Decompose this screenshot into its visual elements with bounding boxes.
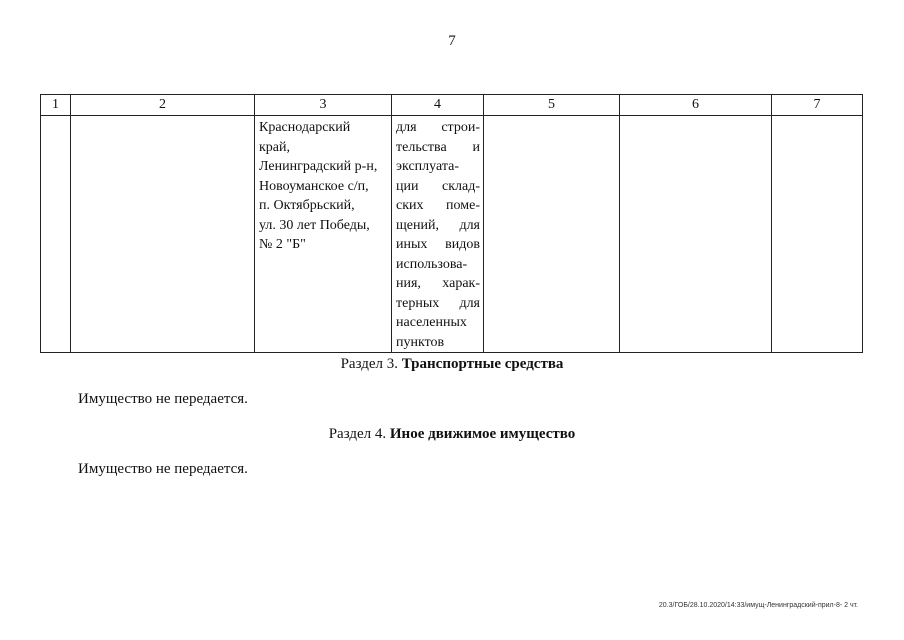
section-3-heading [0, 356, 904, 373]
column-header: 2 [71, 95, 255, 116]
purpose-text [392, 116, 483, 352]
purpose-line: эксплуата- [396, 159, 459, 174]
column-header: 4 [392, 95, 484, 116]
column-header: 6 [620, 95, 772, 116]
address-text: Краснодарский край, Ленинградский р-н, Новоуманское с/п, п. Октябрьский, ул. 30 лет Победы, № 2 "Б" [259, 120, 378, 252]
purpose-line: ния, харак- [396, 276, 480, 291]
purpose-line: тельства и [396, 139, 480, 155]
purpose-line: населенных [396, 315, 467, 330]
purpose-line: пунктов [396, 334, 445, 350]
section-3-title: Транспортные средства [401, 356, 564, 372]
section-4-text: Имущество не передается. [78, 461, 248, 477]
column-header: 5 [484, 95, 620, 116]
section-3-prefix: Раздел 3. [340, 356, 402, 372]
address-cell [255, 116, 392, 353]
section-4-title: Иное движимое имущество [389, 426, 576, 442]
page-number: 7 [448, 33, 456, 49]
section-4-heading [0, 426, 904, 443]
purpose-line: ции склад- [396, 178, 480, 194]
purpose-line: терных для [396, 295, 480, 311]
table-row [41, 116, 863, 353]
footer-stamp: 20.3/ГОБ/28.10.2020/14:33/имущ-Ленинградский-прил-8- 2 чт. [658, 602, 858, 609]
purpose-line: ских поме- [396, 198, 480, 213]
purpose-line: использова- [396, 256, 468, 272]
column-header: 7 [772, 95, 863, 116]
table-header-row [41, 95, 863, 116]
purpose-line: иных видов [396, 237, 480, 252]
purpose-line: щений, для [396, 217, 480, 233]
purpose-cell [392, 116, 484, 353]
column-header: 1 [41, 95, 71, 116]
table-cell [41, 116, 71, 353]
table-cell [484, 116, 620, 353]
property-table [40, 94, 863, 353]
purpose-line: для строи- [396, 120, 480, 135]
table-cell [772, 116, 863, 353]
column-header: 3 [255, 95, 392, 116]
table-cell [620, 116, 772, 353]
section-3-text: Имущество не передается. [78, 391, 248, 407]
table-cell [71, 116, 255, 353]
section-4-prefix: Раздел 4. [328, 426, 390, 442]
